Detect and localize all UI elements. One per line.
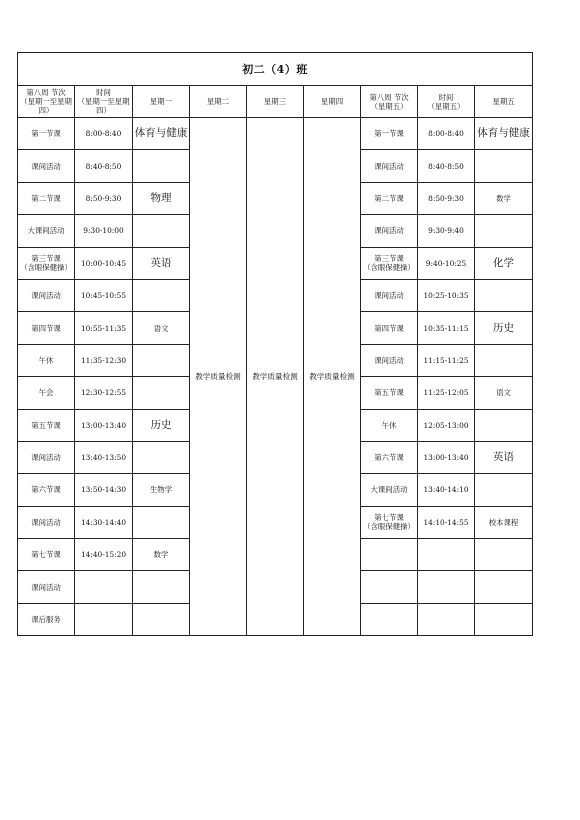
time-cell: 11:35-12:30 <box>75 344 133 376</box>
time-cell <box>75 571 133 603</box>
table-row <box>18 118 533 150</box>
monday-cell <box>133 377 190 409</box>
time-cell: 14:40-15:20 <box>75 539 133 571</box>
thursday-merged-cell: 教学质量检测 <box>304 118 361 636</box>
period-cell: 第三节课 （含眼保健操） <box>18 247 75 279</box>
monday-cell <box>133 344 190 376</box>
friday-cell: 体育与健康 <box>475 118 533 150</box>
friday-time-cell: 14:10-14:55 <box>418 506 475 538</box>
friday-cell <box>475 474 533 506</box>
time-cell: 14:30-14:40 <box>75 506 133 538</box>
friday-period-cell: 第一节课 <box>361 118 418 150</box>
friday-period-cell: 课间活动 <box>361 215 418 247</box>
period-cell: 第四节课 <box>18 312 75 344</box>
period-cell: 课后服务 <box>18 603 75 635</box>
period-cell: 第六节课 <box>18 474 75 506</box>
friday-period-cell: 午休 <box>361 409 418 441</box>
friday-cell <box>475 150 533 182</box>
time-cell: 13:00-13:40 <box>75 409 133 441</box>
friday-cell <box>475 539 533 571</box>
friday-period-cell: 第六节课 <box>361 441 418 473</box>
friday-period-cell: 大课间活动 <box>361 474 418 506</box>
monday-cell <box>133 571 190 603</box>
wednesday-merged-cell: 教学质量检测 <box>247 118 304 636</box>
friday-time-cell: 12:05-13:00 <box>418 409 475 441</box>
friday-cell: 语文 <box>475 377 533 409</box>
header-tuesday: 星期二 <box>190 86 247 118</box>
timetable <box>17 52 533 636</box>
friday-time-cell <box>418 539 475 571</box>
friday-period-cell: 第五节课 <box>361 377 418 409</box>
friday-period-cell <box>361 539 418 571</box>
header-period-friday: 第八周 节次 （星期五） <box>361 86 418 118</box>
friday-cell: 化学 <box>475 247 533 279</box>
friday-time-cell: 8:00-8:40 <box>418 118 475 150</box>
friday-time-cell: 11:15-11:25 <box>418 344 475 376</box>
time-cell: 8:00-8:40 <box>75 118 133 150</box>
time-cell <box>75 603 133 635</box>
friday-period-cell: 课间活动 <box>361 150 418 182</box>
period-cell: 第一节课 <box>18 118 75 150</box>
table-title: 初二（4）班 <box>18 53 533 86</box>
time-cell: 12:30-12:55 <box>75 377 133 409</box>
period-cell: 课间活动 <box>18 571 75 603</box>
period-cell: 第五节课 <box>18 409 75 441</box>
friday-cell: 校本课程 <box>475 506 533 538</box>
monday-cell <box>133 150 190 182</box>
friday-time-cell: 10:25-10:35 <box>418 279 475 311</box>
period-cell: 课间活动 <box>18 506 75 538</box>
monday-cell <box>133 279 190 311</box>
time-cell: 10:55-11:35 <box>75 312 133 344</box>
friday-cell <box>475 279 533 311</box>
header-friday: 星期五 <box>475 86 533 118</box>
friday-time-cell <box>418 571 475 603</box>
time-cell: 8:50-9:30 <box>75 182 133 214</box>
monday-cell <box>133 215 190 247</box>
period-cell: 第二节课 <box>18 182 75 214</box>
friday-cell: 数学 <box>475 182 533 214</box>
monday-cell <box>133 603 190 635</box>
friday-period-cell <box>361 571 418 603</box>
friday-period-cell: 第二节课 <box>361 182 418 214</box>
period-cell: 课间活动 <box>18 150 75 182</box>
friday-time-cell: 8:50-9:30 <box>418 182 475 214</box>
friday-period-cell: 第四节课 <box>361 312 418 344</box>
friday-time-cell: 11:25-12:05 <box>418 377 475 409</box>
monday-cell: 数学 <box>133 539 190 571</box>
friday-cell: 英语 <box>475 441 533 473</box>
monday-cell <box>133 441 190 473</box>
friday-time-cell: 9:40-10:25 <box>418 247 475 279</box>
monday-cell: 物理 <box>133 182 190 214</box>
period-cell: 课间活动 <box>18 279 75 311</box>
friday-cell <box>475 215 533 247</box>
monday-cell: 历史 <box>133 409 190 441</box>
header-period-mon-thu: 第八周 节次 （星期一至星期四） <box>18 86 75 118</box>
friday-time-cell: 8:40-8:50 <box>418 150 475 182</box>
friday-cell <box>475 571 533 603</box>
friday-period-cell <box>361 603 418 635</box>
friday-period-cell: 第三节课 （含眼保健操） <box>361 247 418 279</box>
period-cell: 课间活动 <box>18 441 75 473</box>
period-cell: 第七节课 <box>18 539 75 571</box>
time-cell: 8:40-8:50 <box>75 150 133 182</box>
tuesday-merged-cell: 教学质量检测 <box>190 118 247 636</box>
time-cell: 10:45-10:55 <box>75 279 133 311</box>
friday-cell: 历史 <box>475 312 533 344</box>
friday-time-cell <box>418 603 475 635</box>
monday-cell: 生物学 <box>133 474 190 506</box>
friday-cell <box>475 603 533 635</box>
friday-time-cell: 9:30-9:40 <box>418 215 475 247</box>
friday-period-cell: 课间活动 <box>361 344 418 376</box>
title-row <box>18 53 533 86</box>
friday-period-cell: 课间活动 <box>361 279 418 311</box>
friday-period-cell: 第七节课 （含眼保健操） <box>361 506 418 538</box>
period-cell: 大课间活动 <box>18 215 75 247</box>
monday-cell: 语文 <box>133 312 190 344</box>
friday-time-cell: 13:00-13:40 <box>418 441 475 473</box>
time-cell: 9:30-10:00 <box>75 215 133 247</box>
header-time-friday: 时间 （星期五） <box>418 86 475 118</box>
header-row <box>18 86 533 118</box>
time-cell: 13:40-13:50 <box>75 441 133 473</box>
header-time-mon-thu: 时间 （星期一至星期四） <box>75 86 133 118</box>
friday-cell <box>475 344 533 376</box>
period-cell: 午休 <box>18 344 75 376</box>
header-thursday: 星期四 <box>304 86 361 118</box>
friday-cell <box>475 409 533 441</box>
friday-time-cell: 10:35-11:15 <box>418 312 475 344</box>
header-wednesday: 星期三 <box>247 86 304 118</box>
friday-time-cell: 13:40-14:10 <box>418 474 475 506</box>
time-cell: 13:50-14:30 <box>75 474 133 506</box>
time-cell: 10:00-10:45 <box>75 247 133 279</box>
header-monday: 星期一 <box>133 86 190 118</box>
monday-cell: 体育与健康 <box>133 118 190 150</box>
monday-cell <box>133 506 190 538</box>
monday-cell: 英语 <box>133 247 190 279</box>
period-cell: 午会 <box>18 377 75 409</box>
